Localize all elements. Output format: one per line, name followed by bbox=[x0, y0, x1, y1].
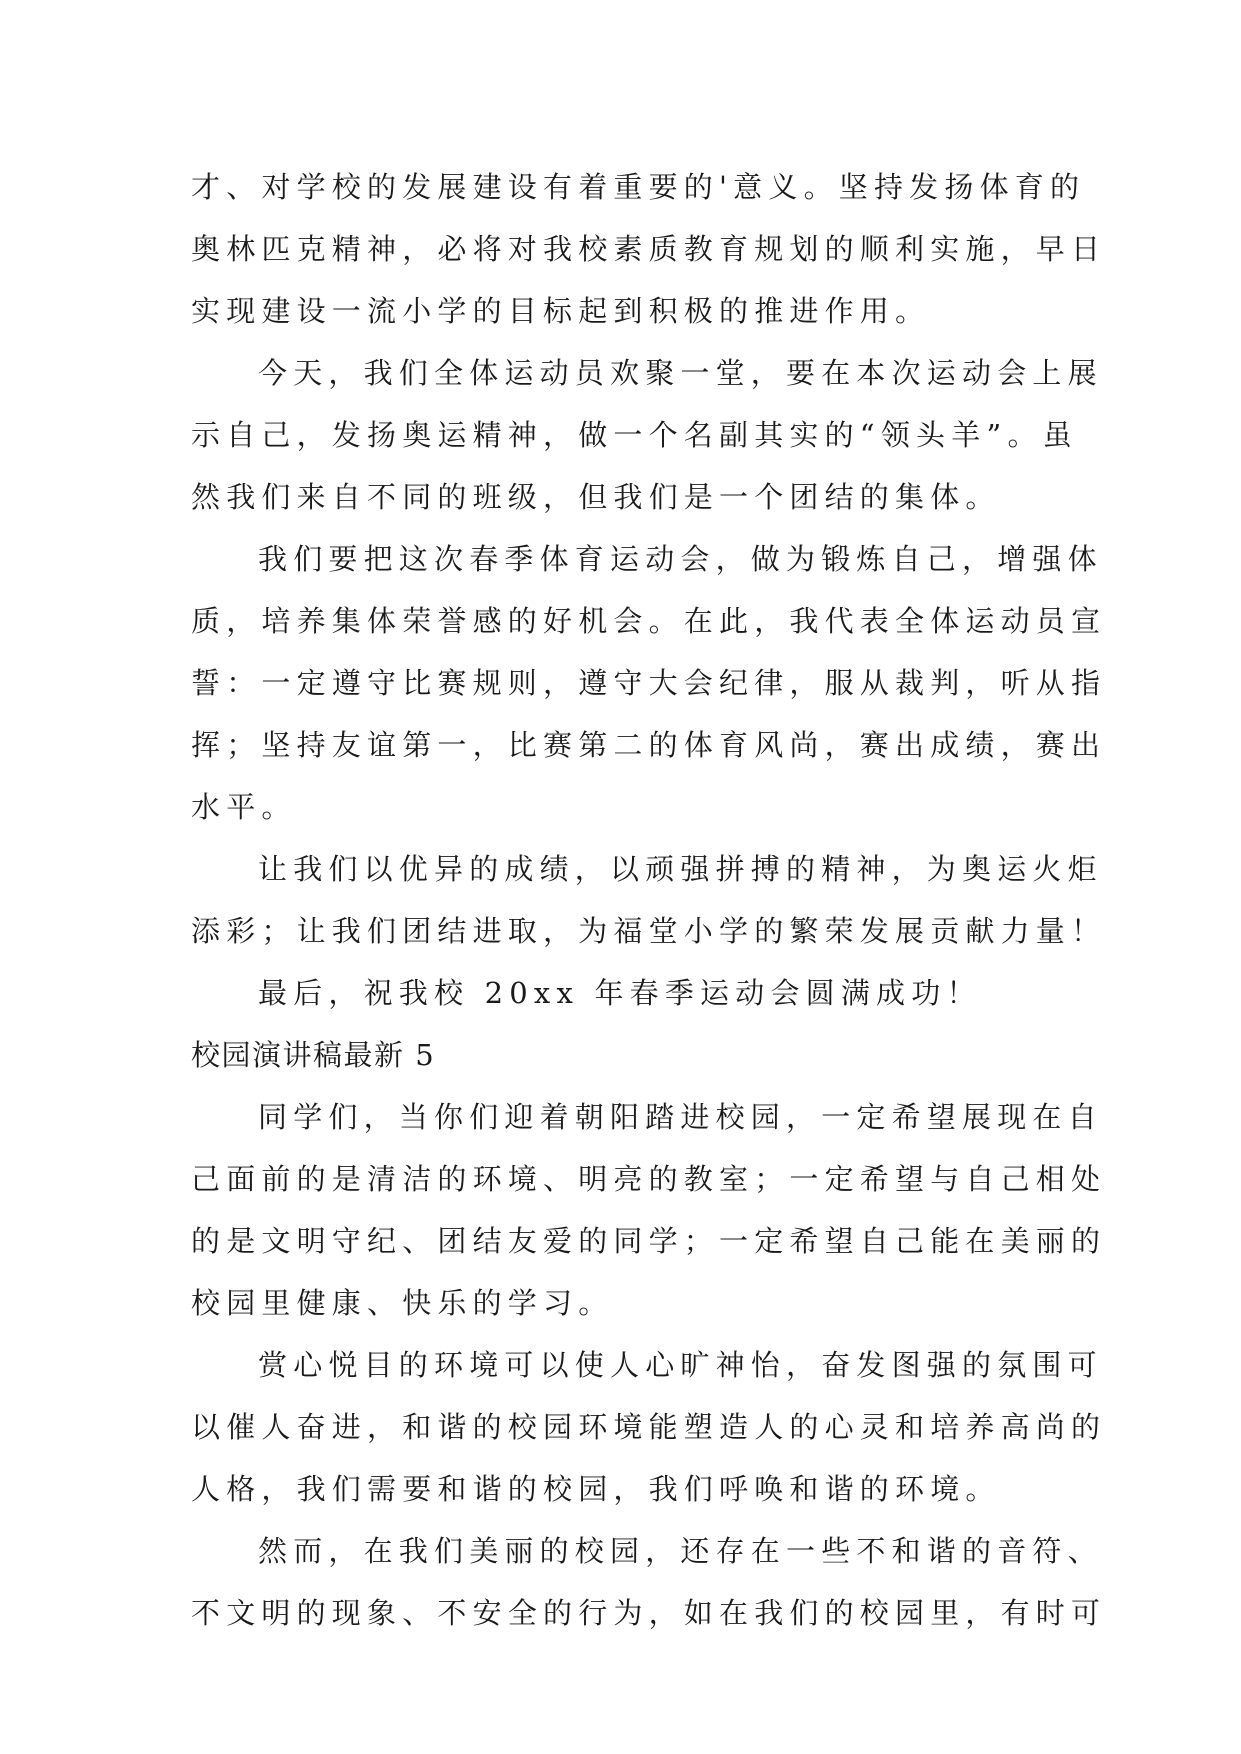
text-line: 的是文明守纪、团结友爱的同学；一定希望自己能在美丽的 bbox=[191, 1224, 1107, 1258]
text-line: 己面前的是清洁的环境、明亮的教室；一定希望与自己相处 bbox=[191, 1162, 1107, 1196]
text-line: 赏心悦目的环境可以使人心旷神怡，奋发图强的氛围可 bbox=[258, 1348, 1103, 1382]
paragraph bbox=[191, 1520, 1107, 1644]
text-line: 让我们以优异的成绩，以顽强拼搏的精神，为奥运火炬 bbox=[258, 852, 1103, 886]
paragraph bbox=[191, 962, 1051, 1024]
text-line: 水平。 bbox=[191, 790, 297, 824]
text-line: 质，培养集体荣誉感的好机会。在此，我代表全体运动员宣 bbox=[191, 604, 1107, 638]
paragraph bbox=[191, 838, 1107, 962]
text-line: 同学们，当你们迎着朝阳踏进校园，一定希望展现在自 bbox=[258, 1100, 1103, 1134]
text-line: 人格，我们需要和谐的校园，我们呼唤和谐的环境。 bbox=[191, 1472, 1001, 1506]
text-line: 我们要把这次春季体育运动会，做为锻炼自己，增强体 bbox=[258, 542, 1103, 576]
text-line: 挥；坚持友谊第一，比赛第二的体育风尚，赛出成绩，赛出 bbox=[191, 728, 1107, 762]
text-line: 最后，祝我校 20xx 年春季运动会圆满成功！ bbox=[258, 976, 982, 1010]
text-line: 然我们来自不同的班级，但我们是一个团结的集体。 bbox=[191, 480, 1001, 514]
text-line: 今天，我们全体运动员欢聚一堂，要在本次运动会上展 bbox=[258, 356, 1103, 390]
text-line: 誓：一定遵守比赛规则，遵守大会纪律，服从裁判，听从指 bbox=[191, 666, 1107, 700]
text-line: 然而，在我们美丽的校园，还存在一些不和谐的音符、 bbox=[258, 1534, 1103, 1568]
paragraph bbox=[191, 1334, 1107, 1520]
text-line: 实现建设一流小学的目标起到积极的推进作用。 bbox=[191, 294, 931, 328]
text-line: 才、对学校的发展建设有着重要的'意义。坚持发扬体育的 bbox=[191, 170, 1086, 204]
text-line: 示自己，发扬奥运精神，做一个名副其实的“领头羊”。虽 bbox=[191, 418, 1078, 452]
text-line: 以催人奋进，和谐的校园环境能塑造人的心灵和培养高尚的 bbox=[191, 1410, 1107, 1444]
paragraph bbox=[191, 342, 1103, 528]
text-line: 校园里健康、快乐的学习。 bbox=[191, 1286, 614, 1320]
paragraph bbox=[191, 1086, 1107, 1334]
paragraph bbox=[191, 528, 1107, 838]
document-page bbox=[191, 156, 1107, 1644]
paragraph bbox=[191, 156, 1107, 342]
heading-text: 校园演讲稿最新 5 bbox=[191, 1038, 436, 1072]
section-heading bbox=[191, 1024, 1051, 1086]
text-line: 添彩；让我们团结进取，为福堂小学的繁荣发展贡献力量！ bbox=[191, 914, 1107, 948]
text-line: 不文明的现象、不安全的行为，如在我们的校园里，有时可 bbox=[191, 1596, 1107, 1630]
text-line: 奥林匹克精神，必将对我校素质教育规划的顺利实施，早日 bbox=[191, 232, 1107, 266]
